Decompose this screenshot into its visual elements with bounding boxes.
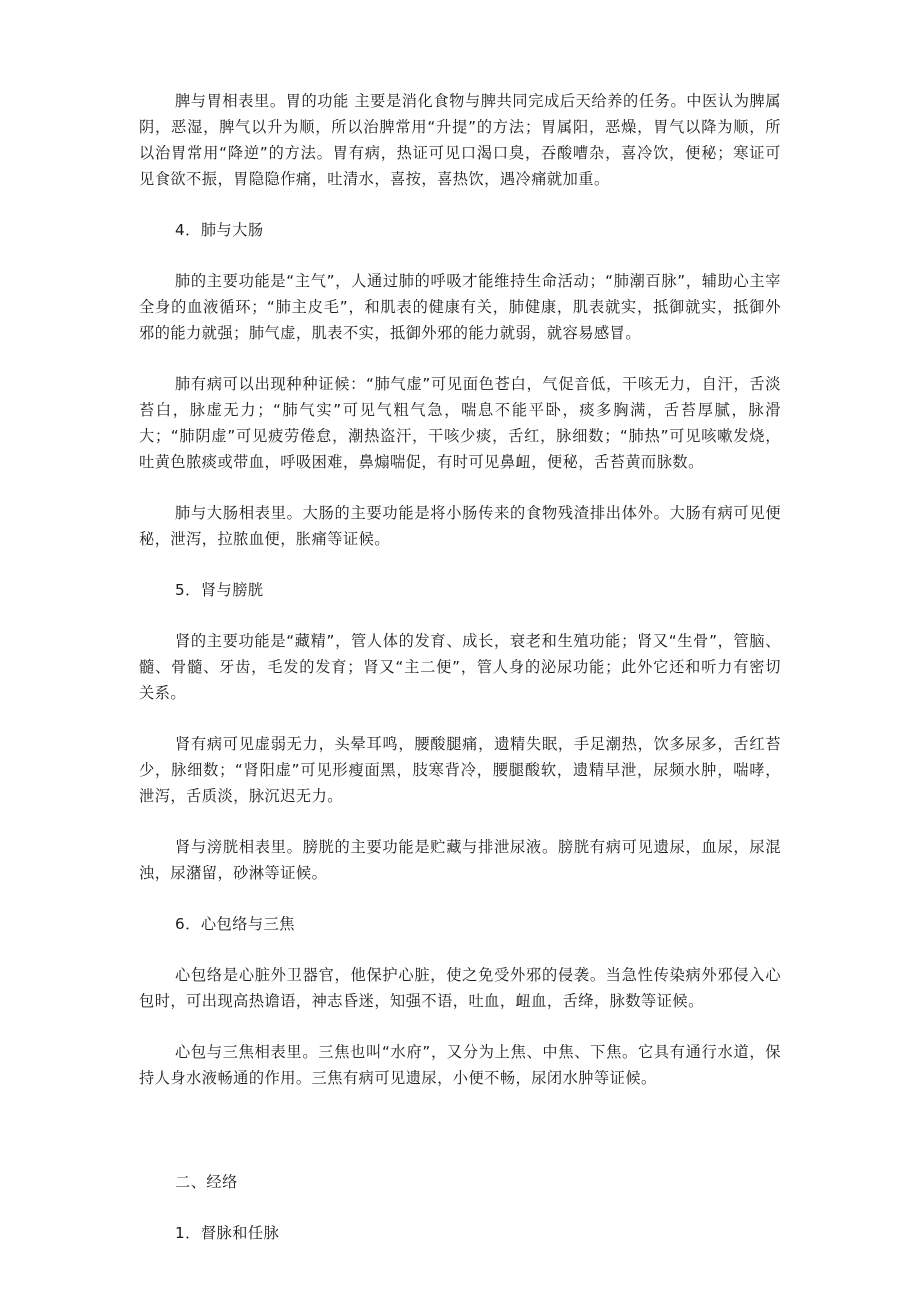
- blank-gap: [139, 1116, 781, 1169]
- section-heading-kidney-bladder: 5．肾与膀胱: [175, 581, 264, 599]
- paragraph-kidney-disease: 肾有病可见虚弱无力，头晕耳鸣，腰酸腿痛，遗精失眠，手足潮热，饮多尿多，舌红苔少，脉细数；“肾阳虚”可见形瘦面黑，肢寒背冷，腰腿酸软，遗精早泄，尿频水肿，喘哮，泄泻，舌质淡，脉沉迟无力。: [139, 735, 781, 805]
- paragraph-kidney-bladder: 肾与滂胱相表里。膀胱的主要功能是贮藏与排泄尿液。膀胱有病可见遗尿，血尿，尿混浊，尿潴留，砂淋等证候。: [139, 838, 781, 882]
- paragraph-spleen-stomach: 脾与胃相表里。胃的功能 主要是消化食物与脾共同完成后天给养的任务。中医认为脾属阴，恶湿，脾气以升为顺，所以治脾常用“升提”的方法；胃属阳，恶燥，胃气以降为顺，所以治胃常用“降逆”的方法。胃有病，热证可见口渴口臭，吞酸嘈杂，喜冷饮，便秘；寒证可见食欲不振，胃隐隐作痛，吐清水，喜按，喜热饮，遇冷痛就加重。: [139, 92, 781, 188]
- paragraph-pericardium-sanjiao: 心包与三焦相表里。三焦也叫“水府”，又分为上焦、中焦、下焦。它具有通行水道，保持人身水液畅通的作用。三焦有病可见遗尿，小便不畅，尿闭水肿等证候。: [139, 1043, 781, 1087]
- document-body: [139, 88, 781, 1271]
- paragraph-lung-disease: 肺有病可以出现种种证候：“肺气虚”可见面色苍白，气促音低，干咳无力，自汗，舌淡苔白，脉虚无力；“肺气实”可见气粗气急，喘息不能平卧，痰多胸满，舌苔厚腻，脉滑大；“肺阴虚”可见疲劳倦怠，潮热盗汗，干咳少痰，舌红，脉细数；“肺热”可见咳嗽发烧，吐黄色脓痰或带血，呼吸困难，鼻煽喘促，有时可见鼻衄，便秘，舌苔黄而脉数。: [139, 375, 781, 471]
- chapter-heading-meridians: 二、经络: [175, 1173, 238, 1191]
- section-heading-governor-conception: 1．督脉和任脉: [175, 1224, 280, 1242]
- paragraph-kidney-function: 肾的主要功能是“藏精”，管人体的发育、成长，衰老和生殖功能；肾又“生骨”，管脑、髓、骨髓、牙齿，毛发的发育；肾又“主二便”，管人身的泌尿功能；此外它还和听力有密切关系。: [139, 632, 781, 702]
- section-heading-pericardium-sanjiao: 6．心包络与三焦: [175, 915, 295, 933]
- paragraph-lung-large-intestine: 肺与大肠相表里。大肠的主要功能是将小肠传来的食物残渣排出体外。大肠有病可见便秘，泄泻，拉脓血便，胀痛等证候。: [139, 504, 781, 548]
- section-heading-lung-large-intestine: 4．肺与大肠: [175, 221, 264, 239]
- paragraph-pericardium: 心包络是心脏外卫器官，他保护心脏，使之免受外邪的侵袭。当急性传染病外邪侵入心包时，可出现高热谵语，神志昏迷，知强不语，吐血，衄血，舌绛，脉数等证候。: [139, 966, 781, 1010]
- paragraph-lung-function: 肺的主要功能是“主气”，人通过肺的呼吸才能维持生命活动；“肺潮百脉”，辅助心主宰全身的血液循环；“肺主皮毛”，和肌表的健康有关，肺健康，肌表就实，抵御就实，抵御外邪的能力就强；肺气虚，肌表不实，抵御外邪的能力就弱，就容易感冒。: [139, 272, 781, 342]
